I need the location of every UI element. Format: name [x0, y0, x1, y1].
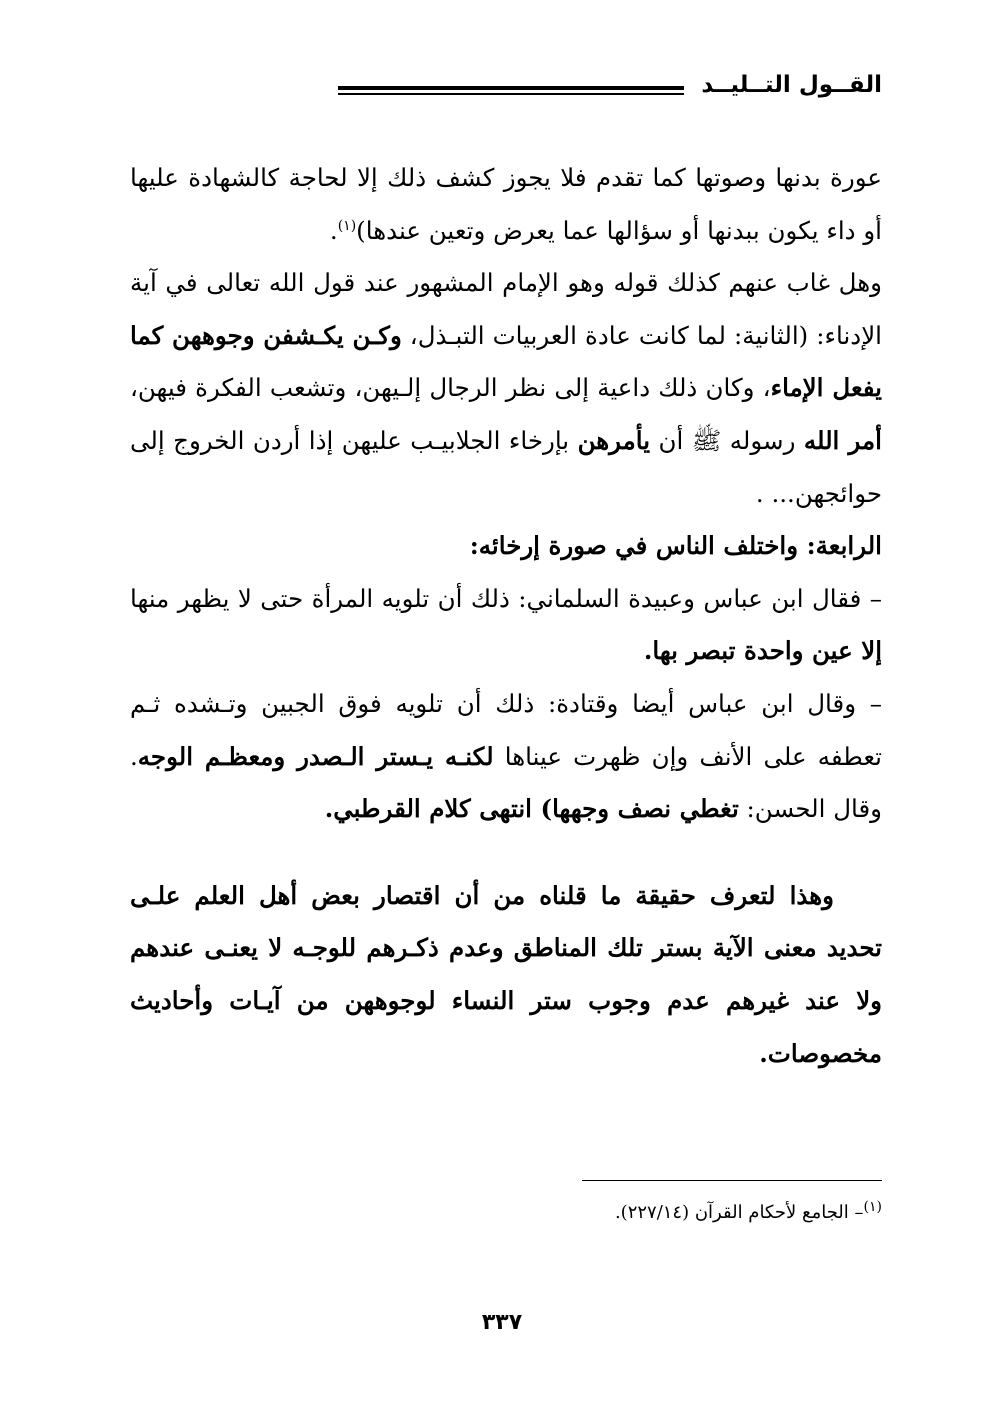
paragraph-1: عورة بدنها وصوتها كما تقدم فلا يجوز كشف ذلك إلا لحاجة كالشهادة عليها أو داء يكون ببدنها أو سؤالها عما يعرض وتعين عندها)$^{(١)}$.	[130, 163, 882, 245]
paragraph-2: وهل غاب عنهم كذلك قوله وهو الإمام المشهور عند قول الله تعالى في آية الإدناء: (الثانية: لما كانت عادة العربيات التبـذل، وكـن يكـشفن وجوههن كما يفعل الإماء، وكان ذلك داعية إلى نظر الرجال إلـيهن، وتشعب الفكرة فيهن، أمر الله رسوله ﷺ أن يأمرهن بإرخاء الجلابيـب عليهن إذا أردن الخروج إلى حوائجهن... .	[130, 268, 882, 508]
footnote-separator	[582, 1180, 882, 1181]
footnote	[130, 1198, 882, 1228]
header-rule	[338, 86, 684, 95]
paragraph-5: – وقال ابن عباس أيضا وقتادة: ذلك أن تلويه فوق الجبين وتـشده ثـم تعطفه على الأنف وإن ظهرت عيناها لكنـه يـستر الـصدر ومعظـم الوجه. وقال الحسن: تغطي نصف وجهها) انتهى كلام القرطبي.	[130, 688, 882, 824]
page-number: ٣٣٧	[481, 1310, 523, 1335]
book-title: القــول التــليــد	[701, 72, 882, 98]
paragraph-6: وهذا لتعرف حقيقة ما قلناه من أن اقتصار بعض أهل العلم علـى تحديد معنى الآية بستر تلك المناطق وعدم ذكـرهم للوجـه لا يعنـى عندهم ولا عند غيرهم عدم وجوب ستر النساء لوجوههن من آيـات وأحاديث مخصوصات.	[130, 880, 882, 1068]
paragraph-spacer	[130, 836, 882, 870]
footnote-reference: (١)	[337, 217, 357, 234]
main-text	[130, 152, 882, 1080]
paragraph-4: – فقال ابن عباس وعبيدة السلماني: ذلك أن تلويه المرأة حتى لا يظهر منها إلا عين واحدة تبصر بها.	[130, 583, 882, 666]
footnote-text: – الجامع لأحكام القرآن (٢٢٧/١٤).	[614, 1202, 864, 1223]
footnote-marker: (١)	[863, 1199, 882, 1215]
paragraph-3-heading: الرابعة: واختلف الناس في صورة إرخائه:	[469, 531, 882, 561]
running-header	[130, 70, 882, 110]
